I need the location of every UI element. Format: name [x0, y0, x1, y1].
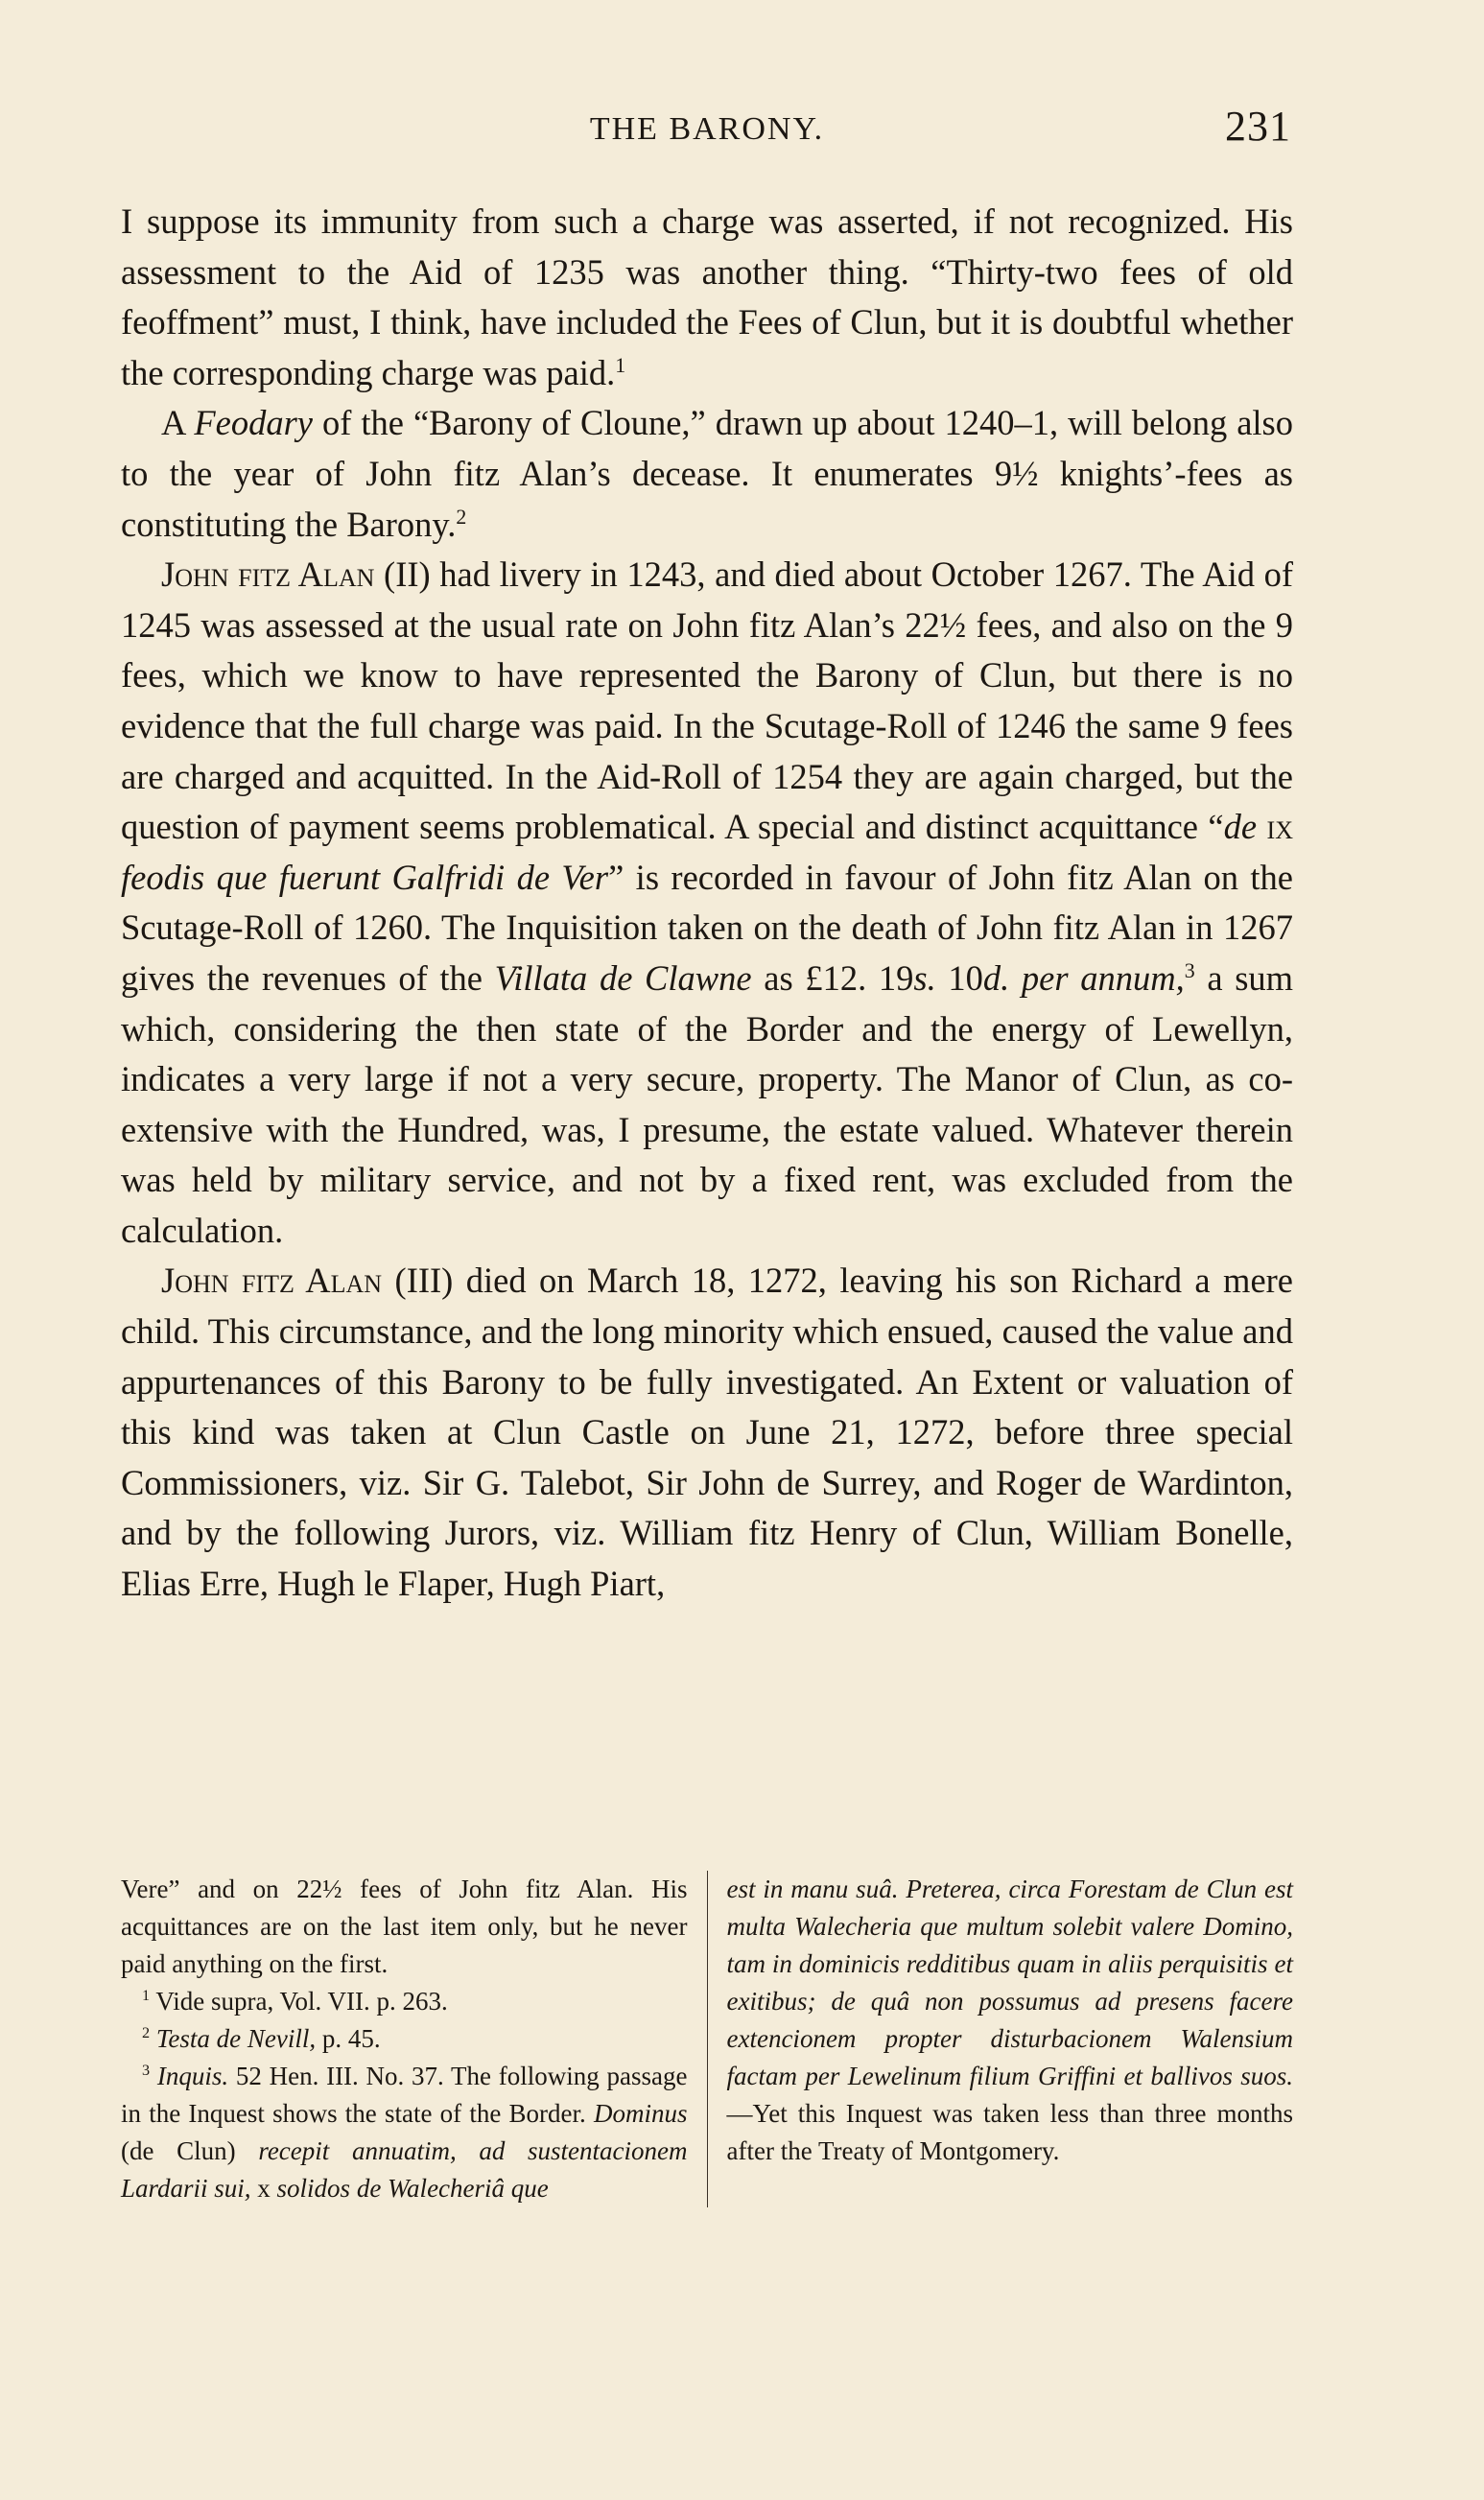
footnotes — [121, 1871, 1293, 2207]
page-header — [123, 103, 1291, 155]
footnote-2: $^2$ Testa de Nevill, p. 45. — [142, 2024, 381, 2053]
footnote-3-continued: est in manu suâ. Preterea, circa Forestam de Clun est multa Walecheria que multum solebit valere Domino, tam in dominicis redditibus quam in aliis perquisitis et exitibus; de quâ non possumus ad presens facere extencionem propter disturbacionem Walensium factam per Lewelinum filium Griffini et ballivos suos.—Yet this Inquest was taken less than three months after the Treaty of Montgomery. — [726, 1875, 1293, 2165]
paragraph: I suppose its immunity from such a charge was asserted, if not recognized. His assessment to the Aid of 1235 was another thing. “Thirty-two fees of old feoffment” must, I think, have included the Fees of Clun, but it is doubtful whether the corresponding charge was paid.$^1$ — [121, 201, 1293, 392]
paragraph: John fitz Alan (III) died on March 18, 1272, leaving his son Richard a mere child. This circumstance, and the long minority which ensued, caused the value and appurtenances of this Barony to be fully investigated. An Extent or valuation of this kind was taken at Clun Castle on June 21, 1272, before three special Commissioners, viz. Sir G. Talebot, Sir John de Surrey, and Roger de Wardinton, and by the following Jurors, viz. William fitz Henry of Clun, William Bonelle, Elias Erre, Hugh le Flaper, Hugh Piart, — [121, 1261, 1293, 1604]
footnote-ref: 2 — [456, 504, 467, 529]
person-name: John fitz Alan — [161, 1261, 383, 1301]
person-name: John fitz Alan — [161, 554, 375, 595]
main-text — [121, 197, 1293, 1610]
paragraph: A Feodary of the “Barony of Cloune,” drawn up about 1240–1, will belong also to the year of John fitz Alan’s decease. It enumerates 9½ knights’-fees as constituting the Barony.$^2$ — [121, 403, 1293, 544]
page-number: 231 — [1225, 103, 1291, 150]
footnote-ref: 1 — [615, 352, 626, 377]
paragraph: John fitz Alan (II) had livery in 1243, and died about October 1267. The Aid of 1245 was assessed at the usual rate on John fitz Alan’s 22½ fees, and also on the 9 fees, which we know to have represented the Barony of Clun, but there is no evidence that the full charge was paid. In the Scutage-Roll of 1246 the same 9 fees are charged and acquitted. In the Aid-Roll of 1254 they are again charged, but the question of payment seems problematical. A special and distinct acquittance “de ix feodis que fuerunt Galfridi de Ver” is recorded in favour of John fitz Alan on the Scutage-Roll of 1260. The Inquisition taken on the death of John fitz Alan in 1267 gives the revenues of the Villata de Clawne as £12. 19s. 10d. per annum,$^3$ a sum which, considering the then state of the Border and the energy of Lewellyn, indicates a very large if not a very secure, property. The Manor of Clun, as co-extensive with the Hundred, was, I presume, the estate valued. Whatever therein was held by military service, and not by a fixed rent, was excluded from the calculation. — [121, 554, 1294, 1250]
footnote-continuation: Vere” and on 22½ fees of John fitz Alan. His acquittances are on the last item only, but he never paid anything on the first. — [121, 1875, 688, 1978]
running-title: THE BARONY. — [589, 111, 825, 147]
footnote-column-right — [707, 1871, 1294, 2207]
footnote-ref: 3 — [1184, 957, 1195, 982]
footnote-column-left — [121, 1871, 707, 2207]
footnote-1: $^1$ Vide supra, Vol. VII. p. 263. — [142, 1987, 448, 2016]
footnote-3: $^3$ Inquis. 52 Hen. III. No. 37. The following passage in the Inquest shows the state of the Border. Dominus (de Clun) recepit annuatim, ad sustentacionem Lardarii sui, x solidos de Walecheriâ que — [121, 2062, 688, 2203]
